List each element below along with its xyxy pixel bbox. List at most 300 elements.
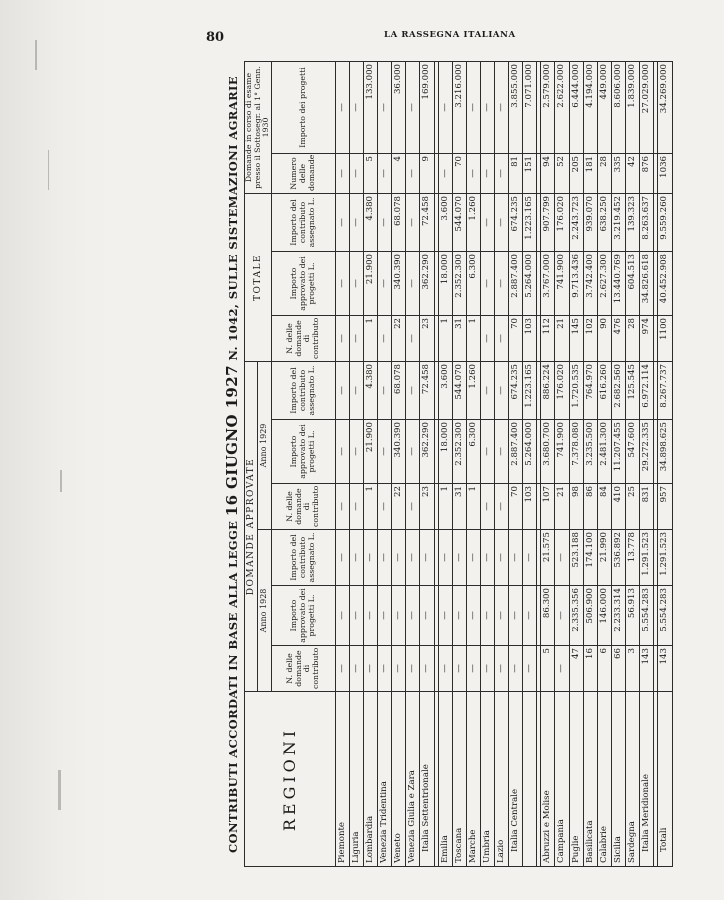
rotated-table-block [220, 62, 670, 867]
value-cell: 21.900 [364, 251, 378, 315]
value-cell: — [378, 315, 392, 361]
value-cell: 1.291.523 [640, 530, 654, 586]
value-cell: — [480, 251, 494, 315]
value-cell: 72.458 [420, 361, 434, 419]
value-cell: — [494, 646, 508, 692]
value-cell: 3.219.452 [611, 193, 625, 251]
value-cell: 21.900 [364, 420, 378, 484]
value-cell: — [494, 586, 508, 646]
value-cell: 2.887.400 [509, 251, 523, 315]
value-cell: 13.440.769 [611, 251, 625, 315]
value-cell: 2.243.723 [569, 193, 583, 251]
value-cell: 146.000 [597, 586, 611, 646]
value-cell: 25 [625, 484, 639, 530]
running-title: LA RASSEGNA ITALIANA [384, 30, 516, 40]
subtotal-row [420, 61, 434, 866]
value-cell: 31 [452, 315, 466, 361]
value-cell: 205 [569, 153, 583, 193]
value-cell: 1 [438, 315, 452, 361]
value-cell: — [349, 361, 363, 419]
value-cell: 523.188 [569, 530, 583, 586]
value-cell: 2.627.300 [597, 251, 611, 315]
importo-contributo-header: Importo del contributo assegnato L. [271, 361, 335, 419]
value-cell: 2.579.000 [541, 61, 555, 153]
value-cell: 81 [509, 153, 523, 193]
value-cell: — [494, 530, 508, 586]
value-cell: 1036 [658, 153, 672, 193]
table-caption [220, 62, 244, 867]
importo-contributo-header: Importo del contributo assegnato L. [271, 193, 335, 251]
importo-progetti-header: Importo approvato dei progetti L. [271, 251, 335, 315]
value-cell: — [480, 193, 494, 251]
value-cell: 2.481.300 [597, 420, 611, 484]
value-cell: 6.444.000 [569, 61, 583, 153]
value-cell: — [480, 315, 494, 361]
value-cell: 1.223.165 [523, 193, 537, 251]
value-cell: — [420, 586, 434, 646]
value-cell: 5.264.000 [523, 251, 537, 315]
value-cell: 66 [611, 646, 625, 692]
numero-domande-header: Numero delle domande [271, 153, 335, 193]
value-cell: 974 [640, 315, 654, 361]
value-cell: — [480, 420, 494, 484]
value-cell: — [378, 193, 392, 251]
value-cell: 4.380 [364, 361, 378, 419]
value-cell: 340.390 [392, 251, 406, 315]
value-cell: — [480, 153, 494, 193]
value-cell: — [466, 61, 480, 153]
value-cell: — [555, 646, 569, 692]
region-cell: Venezia Giulia e Zara [406, 692, 420, 867]
value-cell: — [466, 530, 480, 586]
region-cell: Sardegna [625, 692, 639, 867]
value-cell: — [494, 153, 508, 193]
value-cell: 27.029.000 [640, 61, 654, 153]
value-cell: 29.272.335 [640, 420, 654, 484]
value-cell: 4.380 [364, 193, 378, 251]
value-cell: — [494, 484, 508, 530]
value-cell: — [438, 61, 452, 153]
value-cell: 1 [364, 484, 378, 530]
value-cell: — [349, 586, 363, 646]
value-cell: — [364, 586, 378, 646]
value-cell: — [378, 153, 392, 193]
table-row [555, 61, 569, 866]
value-cell: — [335, 484, 349, 530]
value-cell: 112 [541, 315, 555, 361]
region-cell [523, 692, 537, 867]
value-cell: — [420, 646, 434, 692]
value-cell: — [466, 586, 480, 646]
value-cell: 876 [640, 153, 654, 193]
value-cell: 86.300 [541, 586, 555, 646]
value-cell: 94 [541, 153, 555, 193]
value-cell: 70 [509, 484, 523, 530]
value-cell: 1 [364, 315, 378, 361]
value-cell: 1100 [658, 315, 672, 361]
value-cell: 23 [420, 315, 434, 361]
n-domande-header: N. delle domande di contributo [271, 646, 335, 692]
value-cell: 362.290 [420, 420, 434, 484]
value-cell: 547.600 [625, 420, 639, 484]
region-cell: Italia Settentrionale [420, 692, 434, 867]
value-cell: — [364, 530, 378, 586]
value-cell: 42 [625, 153, 639, 193]
value-cell: — [406, 361, 420, 419]
value-cell: — [406, 646, 420, 692]
binding-shadow [0, 0, 110, 900]
table-row [569, 61, 583, 866]
value-cell: — [349, 153, 363, 193]
value-cell: — [480, 530, 494, 586]
region-cell: Umbria [480, 692, 494, 867]
anno-1928-header: Anno 1928 [258, 530, 271, 692]
value-cell: 18.000 [438, 251, 452, 315]
value-cell: — [406, 484, 420, 530]
value-cell: — [378, 251, 392, 315]
value-cell: — [480, 484, 494, 530]
value-cell: 362.290 [420, 251, 434, 315]
value-cell: 13.778 [625, 530, 639, 586]
page-number: 80 [206, 30, 225, 45]
value-cell: 506.900 [583, 586, 597, 646]
table-row [438, 61, 452, 866]
value-cell: — [335, 61, 349, 153]
value-cell: 181 [583, 153, 597, 193]
value-cell: — [335, 251, 349, 315]
value-cell: — [378, 484, 392, 530]
value-cell: 72.458 [420, 193, 434, 251]
value-cell: 21 [555, 484, 569, 530]
region-cell: Abruzzi e Molise [541, 692, 555, 867]
table-row [583, 61, 597, 866]
value-cell: 1.720.535 [569, 361, 583, 419]
table-row [494, 61, 508, 866]
value-cell: — [555, 530, 569, 586]
value-cell: 3.235.500 [583, 420, 597, 484]
data-table [244, 61, 673, 867]
value-cell: — [349, 193, 363, 251]
n-domande-header: N. delle domande di contributo [271, 484, 335, 530]
value-cell: 3.742.400 [583, 251, 597, 315]
caption-end: N. 1042, SULLE SISTEMAZIONI AGRARIE [226, 76, 240, 361]
value-cell: 1 [466, 484, 480, 530]
value-cell: 3.855.000 [509, 61, 523, 153]
region-cell: Veneto [392, 692, 406, 867]
value-cell: — [392, 646, 406, 692]
value-cell: 9 [420, 153, 434, 193]
value-cell: 1.223.165 [523, 361, 537, 419]
value-cell: 2.622.000 [555, 61, 569, 153]
value-cell: — [378, 61, 392, 153]
value-cell: 2.352.300 [452, 251, 466, 315]
value-cell: — [509, 646, 523, 692]
value-cell: — [494, 315, 508, 361]
value-cell: 98 [569, 484, 583, 530]
value-cell: 34.898.625 [658, 420, 672, 484]
region-cell: Emilia [438, 692, 452, 867]
region-cell: Piemonte [335, 692, 349, 867]
table-row [406, 61, 420, 866]
value-cell: 86 [583, 484, 597, 530]
value-cell: 1 [438, 484, 452, 530]
value-cell: 103 [523, 315, 537, 361]
value-cell: 5.264.000 [523, 420, 537, 484]
value-cell: 3 [625, 646, 639, 692]
value-cell: — [406, 420, 420, 484]
value-cell: 604.513 [625, 251, 639, 315]
value-cell: 939.070 [583, 193, 597, 251]
value-cell: — [364, 646, 378, 692]
value-cell: — [466, 153, 480, 193]
value-cell: — [335, 420, 349, 484]
value-cell: — [406, 530, 420, 586]
value-cell: 741.900 [555, 420, 569, 484]
caption-date: 16 GIUGNO 1927 [223, 365, 241, 517]
value-cell: — [406, 153, 420, 193]
region-cell: Lazio [494, 692, 508, 867]
value-cell: 23 [420, 484, 434, 530]
value-cell: — [494, 61, 508, 153]
value-cell: 674.235 [509, 193, 523, 251]
value-cell: 1.291.523 [658, 530, 672, 586]
totals-row [658, 61, 672, 866]
value-cell: — [335, 361, 349, 419]
value-cell: 34.826.618 [640, 251, 654, 315]
table-row [392, 61, 406, 866]
caption-start: CONTRIBUTI ACCORDATI IN BASE ALLA LEGGE [226, 520, 240, 854]
value-cell: 5 [541, 646, 555, 692]
value-cell: 133.000 [364, 61, 378, 153]
importo-progetti-corso-header: Importo dei progetti [271, 61, 335, 153]
regioni-header: REGIONI [245, 692, 336, 867]
value-cell: — [494, 361, 508, 419]
value-cell: — [378, 420, 392, 484]
value-cell: 40.452.908 [658, 251, 672, 315]
value-cell: — [349, 315, 363, 361]
value-cell: 5.554.283 [640, 586, 654, 646]
value-cell: 70 [452, 153, 466, 193]
value-cell: — [349, 420, 363, 484]
value-cell: — [438, 153, 452, 193]
value-cell: 145 [569, 315, 583, 361]
value-cell: — [392, 530, 406, 586]
value-cell: 22 [392, 315, 406, 361]
value-cell: — [335, 193, 349, 251]
value-cell: 68.078 [392, 193, 406, 251]
value-cell: 544.070 [452, 193, 466, 251]
value-cell: 6.300 [466, 251, 480, 315]
value-cell: 139.323 [625, 193, 639, 251]
value-cell: — [509, 586, 523, 646]
totale-header: TOTALE [245, 193, 272, 361]
table-body [335, 61, 672, 866]
value-cell: 886.224 [541, 361, 555, 419]
value-cell: 2.682.560 [611, 361, 625, 419]
table-row [452, 61, 466, 866]
value-cell: 764.970 [583, 361, 597, 419]
value-cell: — [349, 484, 363, 530]
subtotal-row [523, 61, 537, 866]
value-cell: 28 [597, 153, 611, 193]
value-cell: 2.887.400 [509, 420, 523, 484]
value-cell: — [349, 530, 363, 586]
region-cell: Totali [658, 692, 672, 867]
value-cell: 18.000 [438, 420, 452, 484]
value-cell: 176.020 [555, 361, 569, 419]
table-row [625, 61, 639, 866]
value-cell: 4.194.000 [583, 61, 597, 153]
scan-mark [60, 470, 62, 492]
scan-mark [58, 770, 61, 810]
value-cell: 125.545 [625, 361, 639, 419]
value-cell: 638.250 [597, 193, 611, 251]
region-cell: Lombardia [364, 692, 378, 867]
table-row [541, 61, 555, 866]
value-cell: 84 [597, 484, 611, 530]
value-cell: 957 [658, 484, 672, 530]
value-cell: 831 [640, 484, 654, 530]
value-cell: — [406, 315, 420, 361]
value-cell: — [335, 315, 349, 361]
value-cell: 907.799 [541, 193, 555, 251]
value-cell: — [523, 530, 537, 586]
value-cell: 2.233.314 [611, 586, 625, 646]
value-cell: 1.260 [466, 361, 480, 419]
value-cell: 410 [611, 484, 625, 530]
value-cell: 9.559.260 [658, 193, 672, 251]
value-cell: — [378, 530, 392, 586]
value-cell: — [480, 586, 494, 646]
value-cell: 1.839.000 [625, 61, 639, 153]
value-cell: 21.990 [597, 530, 611, 586]
region-cell: Marche [466, 692, 480, 867]
value-cell: — [378, 586, 392, 646]
value-cell: 8.267.737 [658, 361, 672, 419]
scan-mark [35, 40, 37, 70]
value-cell: 741.900 [555, 251, 569, 315]
value-cell: 1.260 [466, 193, 480, 251]
value-cell: — [509, 530, 523, 586]
value-cell: 6.300 [466, 420, 480, 484]
value-cell: 174.100 [583, 530, 597, 586]
value-cell: — [420, 530, 434, 586]
region-cell: Campania [555, 692, 569, 867]
value-cell: — [378, 361, 392, 419]
importo-contributo-header: Importo del contributo assegnato L. [271, 530, 335, 586]
region-cell: Italia Meridionale [640, 692, 654, 867]
table-row [466, 61, 480, 866]
value-cell: 8.263.637 [640, 193, 654, 251]
value-cell: — [438, 646, 452, 692]
value-cell: 6 [597, 646, 611, 692]
value-cell: — [406, 61, 420, 153]
value-cell: — [555, 586, 569, 646]
value-cell: 1 [466, 315, 480, 361]
value-cell: — [438, 586, 452, 646]
value-cell: — [335, 586, 349, 646]
value-cell: 4 [392, 153, 406, 193]
region-cell: Puglie [569, 692, 583, 867]
value-cell: 52 [555, 153, 569, 193]
value-cell: 7.378.080 [569, 420, 583, 484]
value-cell: 22 [392, 484, 406, 530]
value-cell: 5.554.283 [658, 586, 672, 646]
value-cell: 340.390 [392, 420, 406, 484]
table-row [597, 61, 611, 866]
value-cell: 21.575 [541, 530, 555, 586]
value-cell: 6.972.114 [640, 361, 654, 419]
value-cell: — [494, 251, 508, 315]
value-cell: — [349, 61, 363, 153]
n-domande-header: N. delle domande di contributo [271, 315, 335, 361]
value-cell: — [480, 61, 494, 153]
value-cell: — [392, 586, 406, 646]
region-cell: Basilicata [583, 692, 597, 867]
region-cell: Toscana [452, 692, 466, 867]
table-row [335, 61, 349, 866]
importo-progetti-header: Importo approvato dei progetti L. [271, 586, 335, 646]
value-cell: — [494, 420, 508, 484]
value-cell: — [378, 646, 392, 692]
value-cell: 107 [541, 484, 555, 530]
value-cell: 90 [597, 315, 611, 361]
value-cell: — [406, 586, 420, 646]
domande-approvate-header: DOMANDE APPROVATE [245, 361, 258, 691]
value-cell: — [406, 193, 420, 251]
value-cell: 169.000 [420, 61, 434, 153]
scan-mark [48, 150, 49, 190]
region-cell: Liguria [349, 692, 363, 867]
subtotal-row [509, 61, 523, 866]
value-cell: 8.606.000 [611, 61, 625, 153]
value-cell: 143 [640, 646, 654, 692]
value-cell: — [452, 646, 466, 692]
region-cell: Calabrie [597, 692, 611, 867]
value-cell: 335 [611, 153, 625, 193]
table-frame [220, 62, 670, 867]
value-cell: — [438, 530, 452, 586]
value-cell: 476 [611, 315, 625, 361]
value-cell: 3.216.000 [452, 61, 466, 153]
value-cell: 9.713.436 [569, 251, 583, 315]
value-cell: 674.235 [509, 361, 523, 419]
value-cell: 70 [509, 315, 523, 361]
value-cell: — [523, 646, 537, 692]
value-cell: 31 [452, 484, 466, 530]
value-cell: 143 [658, 646, 672, 692]
value-cell: 36.000 [392, 61, 406, 153]
value-cell: 449.000 [597, 61, 611, 153]
value-cell: — [494, 193, 508, 251]
value-cell: 151 [523, 153, 537, 193]
value-cell: 3.767.000 [541, 251, 555, 315]
value-cell: — [349, 251, 363, 315]
anno-1929-header: Anno 1929 [258, 361, 271, 529]
table-row [378, 61, 392, 866]
value-cell: 2.335.356 [569, 586, 583, 646]
value-cell: 21 [555, 315, 569, 361]
value-cell: — [480, 361, 494, 419]
value-cell: 16 [583, 646, 597, 692]
value-cell: — [480, 646, 494, 692]
value-cell: 3.680.700 [541, 420, 555, 484]
value-cell: 3.600 [438, 361, 452, 419]
value-cell: 3.600 [438, 193, 452, 251]
value-cell: — [335, 646, 349, 692]
value-cell: 103 [523, 484, 537, 530]
value-cell: 7.071.000 [523, 61, 537, 153]
